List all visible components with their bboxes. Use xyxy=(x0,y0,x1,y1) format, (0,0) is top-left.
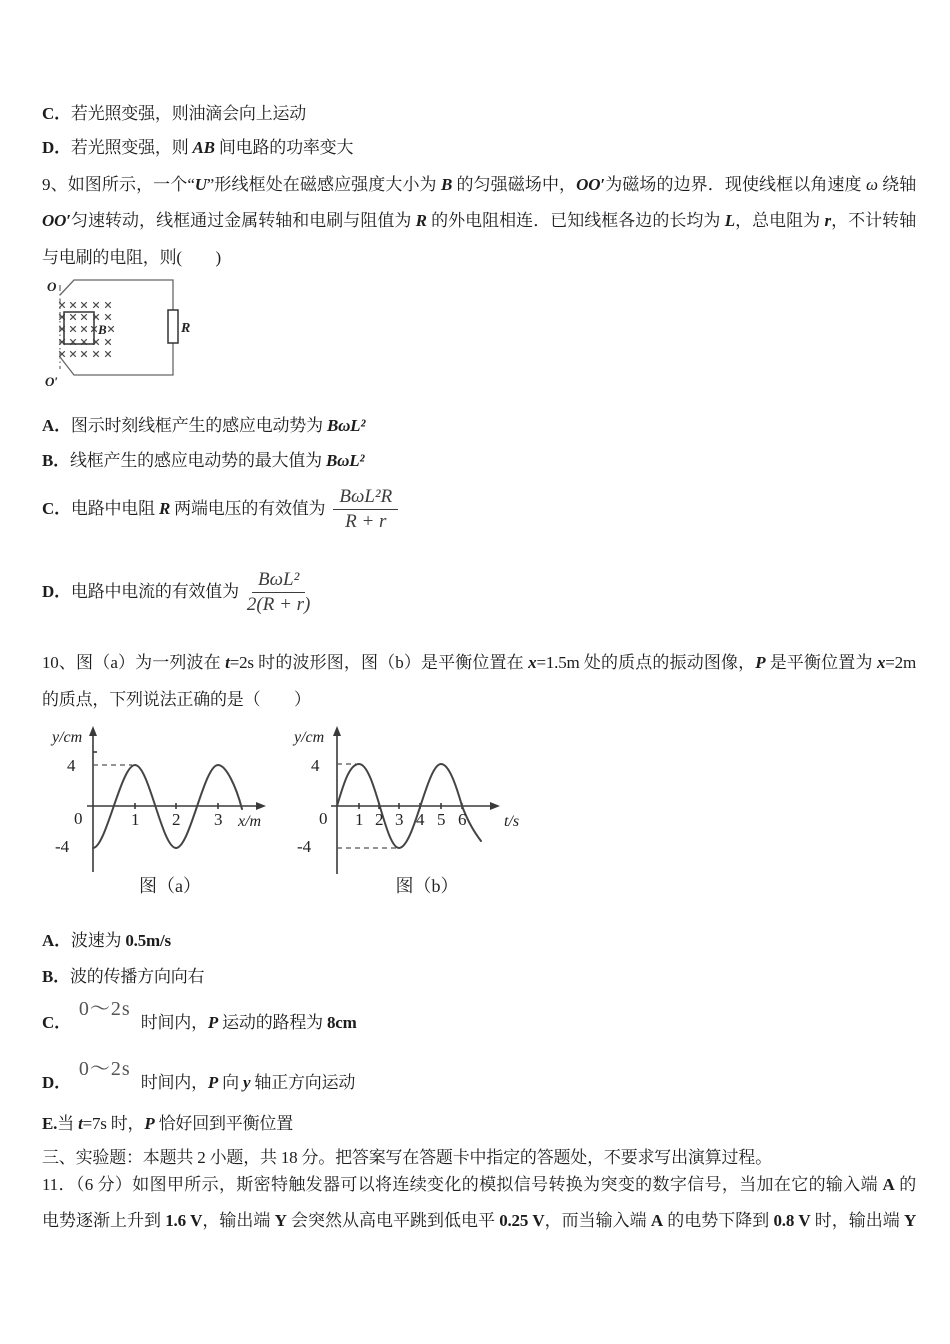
q10-option-d-text: 时间内，P 向 y 轴正方向运动 xyxy=(140,1073,356,1092)
caption-b: 图（b） xyxy=(395,876,459,896)
x-tick-label-1-b: 1 xyxy=(355,810,364,829)
x-tick-label-3-b: 3 xyxy=(395,810,404,829)
circuit-wire-bottom xyxy=(60,343,173,375)
fraction-denominator: R + r xyxy=(345,510,387,532)
q9-option-d xyxy=(42,566,310,618)
q10-option-b: B．波的传播方向向右 xyxy=(42,967,205,986)
resistor-symbol xyxy=(168,310,178,343)
x-axis-arrow-a xyxy=(256,802,266,810)
x-axis-arrow-b xyxy=(490,802,500,810)
q10-stem-line1: 10、图（a）为一列波在 t=2s 时的波形图，图（b）是平衡位置在 x=1.5m 处的质点的振动图像，P 是平衡位置为 x=2m xyxy=(42,653,916,672)
q8-option-d: D．若光照变强，则 AB 间电路的功率变大 xyxy=(42,138,354,157)
label-o: O xyxy=(47,279,57,294)
q11-stem-line1: 11．（6 分）如图甲所示，斯密特触发器可以将连续变化的模拟信号转换为突变的数字信号，当加在它的输入端 A 的 xyxy=(42,1175,917,1194)
q9-stem-line3: 与电刷的电阻，则( ) xyxy=(42,248,221,267)
section3-header: 三、实验题：本题共 2 小题，共 18 分。把答案写在答题卡中指定的答题处，不要求写出演算过程。 xyxy=(42,1148,772,1167)
q11-stem-line2: 电势逐渐上升到 1.6 V，输出端 Y 会突然从高电平跳到低电平 0.25 V，而当输入端 A 的电势下降到 0.8 V 时，输出端 Y xyxy=(42,1211,917,1230)
y-axis-label-a: y/cm xyxy=(52,729,83,746)
q9-option-d-text: D．电路中电流的有效值为 xyxy=(42,582,239,601)
x-tick-label-1-a: 1 xyxy=(131,810,140,829)
q9-option-c-text: C．电路中电阻 R 两端电压的有效值为 xyxy=(42,499,326,518)
q9-stem-line2: OO′匀速转动，线框通过金属转轴和电刷与阻值为 R 的外电阻相连．已知线框各边的长均为 L，总电阻为 r，不计转轴 xyxy=(42,211,916,230)
y-axis-arrow-b xyxy=(333,726,341,736)
q10-option-d xyxy=(42,1058,356,1094)
q10-stem-line2: 的质点，下列说法正确的是（ ） xyxy=(42,690,311,709)
option-letter: D． xyxy=(42,1073,71,1092)
q10-option-a: A．波速为 0.5m/s xyxy=(42,931,171,950)
range-formula: 0～2s xyxy=(78,998,131,1020)
label-b-field: B xyxy=(98,322,107,337)
y-min-label-b: -4 xyxy=(297,837,312,856)
x-axis-label-a: x/m xyxy=(238,813,262,830)
x-tick-label-6-b: 6 xyxy=(458,810,467,829)
graph-a xyxy=(50,726,266,896)
y-axis-arrow-a xyxy=(89,726,97,736)
x-tick-label-3-a: 3 xyxy=(214,810,223,829)
x-axis-label-b: t/s xyxy=(504,813,520,830)
x-tick-label-2-a: 2 xyxy=(172,810,181,829)
origin-label-b: 0 xyxy=(319,809,328,828)
q9-option-b: B．线框产生的感应电动势的最大值为 BωL² xyxy=(42,451,365,470)
q9-circuit-figure xyxy=(40,272,210,394)
y-max-label-a: 4 xyxy=(67,756,76,775)
fraction-numerator: BωL²R xyxy=(333,486,398,510)
range-formula: 0～2s xyxy=(78,1058,131,1080)
fraction-denominator: 2(R + r) xyxy=(246,593,311,615)
q10-wave-figures xyxy=(40,722,540,902)
graph-b xyxy=(292,726,519,896)
q10-option-e: E.当 t=7s 时，P 恰好回到平衡位置 xyxy=(42,1114,293,1133)
option-letter: C． xyxy=(42,1013,71,1032)
u-wire-frame xyxy=(64,312,94,344)
fraction-irms xyxy=(247,569,310,616)
q10-option-c xyxy=(42,998,357,1034)
q9-stem-line1: 9、如图所示，一个“U”形线框处在磁感应强度大小为 B 的匀强磁场中，OO′为磁场的边界．现使线框以角速度 ω 绕轴 xyxy=(42,175,917,194)
x-tick-label-2-b: 2 xyxy=(375,810,384,829)
q9-option-c xyxy=(42,483,398,535)
fraction-numerator: BωL² xyxy=(252,569,305,593)
q9-option-a: A．图示时刻线框产生的感应电动势为 BωL² xyxy=(42,416,366,435)
fraction-urms xyxy=(333,486,398,533)
x-tick-label-4-b: 4 xyxy=(416,810,425,829)
circuit-wire-top xyxy=(60,280,173,310)
label-resistor-r: R xyxy=(181,321,191,336)
q10-option-c-text: 时间内，P 运动的路程为 8cm xyxy=(140,1013,357,1032)
caption-a: 图（a） xyxy=(139,876,201,896)
x-tick-label-5-b: 5 xyxy=(437,810,446,829)
label-o-prime: O′ xyxy=(45,374,59,389)
y-max-label-b: 4 xyxy=(311,756,320,775)
y-axis-label-b: y/cm xyxy=(294,729,325,746)
origin-label-a: 0 xyxy=(74,809,83,828)
q8-option-c: C．若光照变强，则油滴会向上运动 xyxy=(42,104,307,123)
y-min-label-a: -4 xyxy=(55,837,70,856)
